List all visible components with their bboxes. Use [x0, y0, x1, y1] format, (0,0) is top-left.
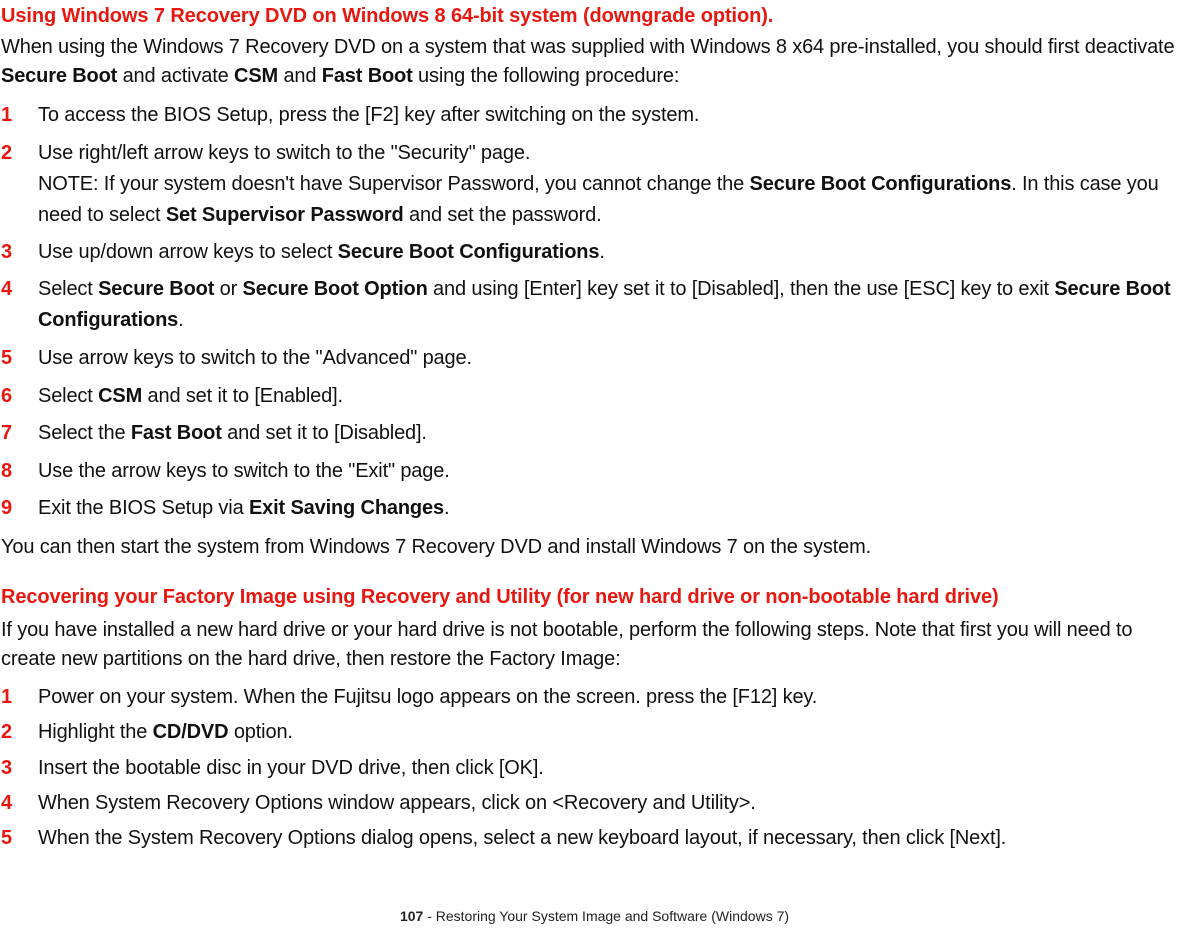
step-text: When System Recovery Options window appears, click on <Recovery and Utility>. [38, 792, 756, 814]
step-text: Use right/left arrow keys to switch to the "Security" page. NOTE: If your system doesn't have Supervisor Password, you cannot change the Secure Boot Configurations. In this case you need to select Set Supervisor Password and set the password. [38, 142, 1159, 226]
step-text: Select Secure Boot or Secure Boot Option and using [Enter] key set it to [Disabled], then the use [ESC] key to exit Secure Boot Configurations. [38, 278, 1171, 331]
step-text: Use the arrow keys to switch to the "Exit" page. [38, 460, 450, 482]
step-text: To access the BIOS Setup, press the [F2] key after switching on the system. [38, 104, 700, 126]
step-number: 9 [1, 497, 12, 519]
step-number: 3 [1, 757, 12, 779]
step-text: Use arrow keys to switch to the "Advanced" page. [38, 347, 472, 369]
step-text: Exit the BIOS Setup via Exit Saving Changes. [38, 497, 450, 519]
step-number: 2 [1, 142, 12, 164]
step-text: Select CSM and set it to [Enabled]. [38, 385, 343, 407]
step-number: 4 [1, 278, 12, 300]
step-number: 6 [1, 385, 12, 407]
page-footer [0, 907, 1189, 925]
section1-heading: Using Windows 7 Recovery DVD on Windows 8 64-bit system (downgrade option). [1, 5, 774, 27]
step-number: 3 [1, 241, 12, 263]
step-text: Insert the bootable disc in your DVD drive, then click [OK]. [38, 757, 544, 779]
section1-outro: You can then start the system from Windows 7 Recovery DVD and install Windows 7 on the system. [1, 536, 871, 558]
step-text: Power on your system. When the Fujitsu logo appears on the screen. press the [F12] key. [38, 686, 818, 708]
step-number: 5 [1, 827, 12, 849]
section2-heading: Recovering your Factory Image using Recovery and Utility (for new hard drive or non-bootable hard drive) [1, 586, 999, 608]
section1-intro: When using the Windows 7 Recovery DVD on a system that was supplied with Windows 8 x64 pre-installed, you should first deactivate Secure Boot and activate CSM and Fast Boot using the following procedure: [1, 36, 1175, 87]
step-number: 2 [1, 721, 12, 743]
section2-intro: If you have installed a new hard drive or your hard drive is not bootable, perform the following steps. Note that first you will need to create new partitions on the hard drive, then restore the Factory Image: [1, 619, 1133, 670]
step-number: 4 [1, 792, 12, 814]
step-number: 7 [1, 422, 12, 444]
step-text: When the System Recovery Options dialog opens, select a new keyboard layout, if necessary, then click [Next]. [38, 827, 1007, 849]
page-number: 107 [399, 908, 424, 924]
step-text: Select the Fast Boot and set it to [Disabled]. [38, 422, 427, 444]
step-number: 8 [1, 460, 12, 482]
step-number: 1 [1, 686, 12, 708]
step-text: Use up/down arrow keys to select Secure Boot Configurations. [38, 241, 605, 263]
step-number: 1 [1, 104, 12, 126]
step-text: Highlight the CD/DVD option. [38, 721, 293, 743]
footer-title: - Restoring Your System Image and Software (Windows 7) [423, 908, 790, 924]
step-number: 5 [1, 347, 12, 369]
